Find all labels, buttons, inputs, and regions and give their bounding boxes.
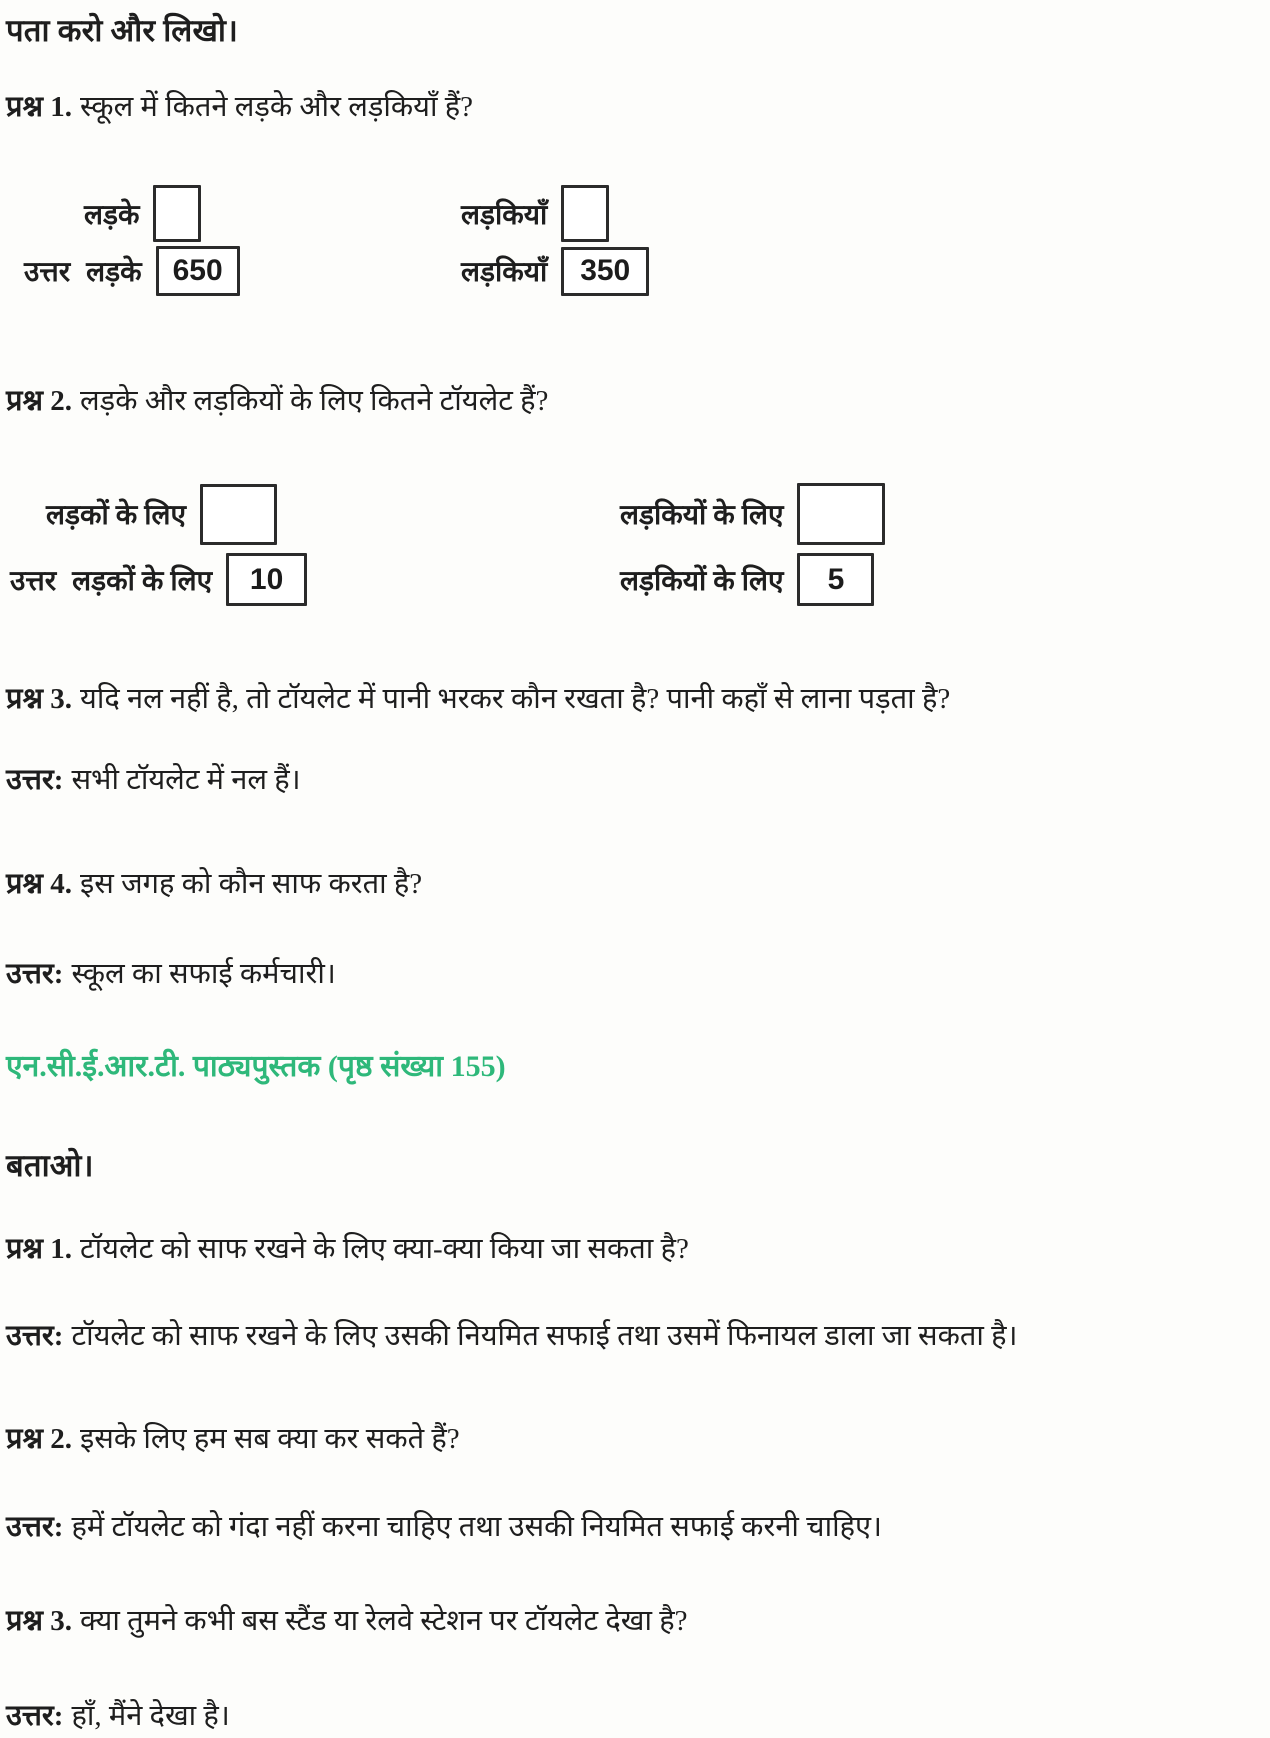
section-find-write-heading: पता करो और लिखो। [6, 13, 239, 48]
q2-girls-value-box: 5 [797, 553, 874, 606]
q2-answer-boys-group [6, 553, 620, 606]
tell-question-3-text: क्या तुमने कभी बस स्टैंड या रेलवे स्टेशन पर टॉयलेट देखा है? [80, 1605, 688, 1637]
q1-answer-word: उत्तर [24, 257, 71, 288]
answer-3-label: उत्तर: [6, 764, 64, 796]
question-4-number: प्रश्न 4. [6, 868, 73, 900]
q1-girls-label-answer: लड़कियाँ [461, 257, 548, 288]
q1-answer-girls-group [461, 247, 649, 296]
q1-blank-girls-group [461, 185, 609, 242]
tell-question-3-number: प्रश्न 3. [6, 1605, 73, 1637]
ncert-textbook-heading: एन.सी.ई.आर.टी. पाठ्यपुस्तक (पृष्ठ संख्या 155) [6, 1050, 506, 1083]
tell-question-2 [6, 1417, 1262, 1461]
q2-blank-boys-group [6, 484, 620, 545]
tell-question-2-number: प्रश्न 2. [6, 1423, 73, 1455]
q1-boys-label: लड़के [84, 199, 140, 231]
answer-3 [6, 758, 1262, 802]
q1-girls-blank-box [561, 185, 609, 242]
tell-question-3 [6, 1599, 1262, 1643]
q2-answer-grid [6, 483, 1262, 606]
question-2-text: लड़के और लड़कियों के लिए कितने टॉयलेट हैं? [80, 385, 549, 417]
question-1-text: स्कूल में कितने लड़के और लड़कियाँ हैं? [80, 91, 474, 123]
tell-answer-2-label: उत्तर: [6, 1511, 64, 1543]
answer-4-text: स्कूल का सफाई कर्मचारी। [71, 958, 336, 990]
tell-answer-1 [6, 1314, 1262, 1358]
tell-answer-2 [6, 1505, 1262, 1549]
q1-girls-value-box: 350 [561, 247, 649, 296]
q1-answer-boys-group [6, 246, 461, 296]
question-3 [6, 677, 1262, 721]
q2-blank-girls-group [620, 483, 885, 545]
tell-answer-3-label: उत्तर: [6, 1700, 64, 1732]
tell-answer-3-text: हाँ, मैंने देखा है। [71, 1700, 230, 1732]
tell-answer-2-text: हमें टॉयलेट को गंदा नहीं करना चाहिए तथा उसकी नियमित सफाई करनी चाहिए। [71, 1511, 883, 1543]
q1-blank-boys-group [6, 185, 461, 242]
q2-boys-label: लड़कों के लिए [46, 500, 186, 531]
q2-answer-girls-group [620, 553, 874, 606]
q2-girls-label-answer: लड़कियों के लिए [620, 565, 784, 597]
q2-girls-blank-box [797, 483, 885, 545]
q2-blank-row [6, 483, 1262, 545]
question-1-number: प्रश्न 1. [6, 91, 73, 123]
q2-boys-value-box: 10 [226, 553, 307, 606]
question-4 [6, 862, 1262, 906]
tell-answer-1-text: टॉयलेट को साफ रखने के लिए उसकी नियमित सफाई तथा उसमें फिनायल डाला जा सकता है। [71, 1320, 1018, 1352]
section-tell-heading: बताओ। [6, 1148, 94, 1183]
q2-girls-label: लड़कियों के लिए [620, 500, 784, 531]
tell-answer-3 [6, 1694, 1262, 1738]
tell-question-1-number: प्रश्न 1. [6, 1233, 73, 1265]
tell-question-2-text: इसके लिए हम सब क्या कर सकते हैं? [80, 1423, 460, 1455]
q2-boys-label-answer: लड़कों के लिए [72, 565, 213, 597]
answer-4-label: उत्तर: [6, 958, 64, 990]
q2-answer-word: उत्तर [10, 565, 57, 597]
answer-3-text: सभी टॉयलेट में नल हैं। [71, 764, 301, 796]
q1-boys-value-box: 650 [156, 246, 240, 296]
question-2 [6, 379, 1262, 423]
answer-4 [6, 952, 1262, 996]
question-4-text: इस जगह को कौन साफ करता है? [80, 868, 423, 900]
q1-answer-grid [6, 185, 1262, 296]
tell-question-1 [6, 1227, 1262, 1271]
tell-answer-1-label: उत्तर: [6, 1320, 64, 1352]
q1-girls-label: लड़कियाँ [461, 199, 548, 231]
question-3-number: प्रश्न 3. [6, 683, 73, 715]
q1-boys-label-answer: लड़के [86, 257, 142, 288]
tell-question-1-text: टॉयलेट को साफ रखने के लिए क्या-क्या किया जा सकता है? [80, 1233, 689, 1265]
q2-boys-blank-box [200, 484, 277, 545]
q1-blank-row [6, 185, 1262, 242]
q2-answer-row [6, 553, 1262, 606]
q1-boys-blank-box [153, 185, 201, 242]
question-3-text: यदि नल नहीं है, तो टॉयलेट में पानी भरकर कौन रखता है? पानी कहाँ से लाना पड़ता है? [80, 683, 951, 715]
question-1 [6, 85, 1262, 129]
question-2-number: प्रश्न 2. [6, 385, 73, 417]
q1-answer-row [6, 246, 1262, 296]
